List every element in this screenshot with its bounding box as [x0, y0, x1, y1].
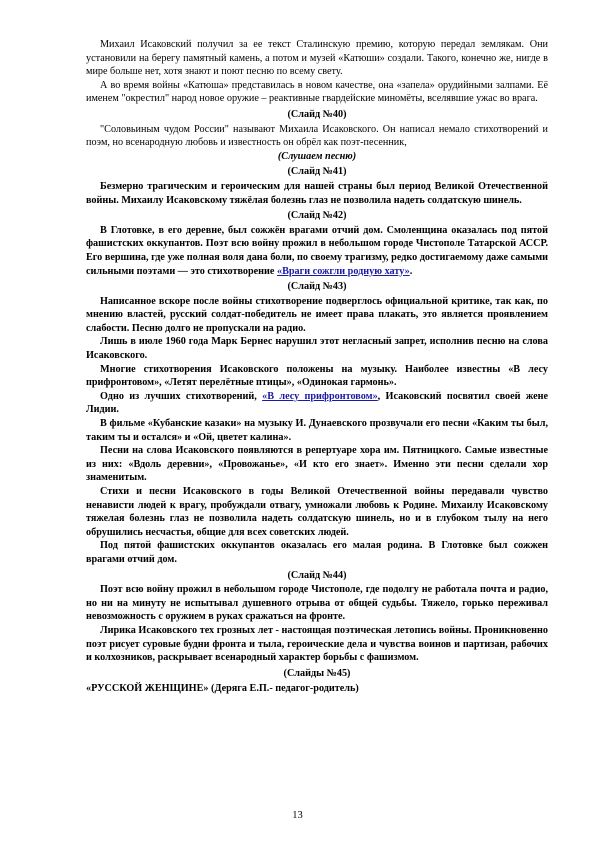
- page-number: 13: [292, 810, 303, 821]
- paragraph-katyusha-weapon: А во время войны «Катюша» представилась в новом качестве, она «запела» орудийными залпами. Её именем "окрестил" народ новое оружие – реактивные гвардейские миномёты, вселявшие ужас во врага.: [86, 79, 548, 105]
- listen-song-note: (Слушаем песню): [277, 150, 357, 162]
- paragraph-war-period: Безмерно трагическим и героическим для нашей страны был период Великой Отечественной войны. Михаилу Исаковскому тяжёлая болезнь глаз не позволила надеть солдатскую шинель.: [86, 180, 548, 206]
- best-poem-text-b: , Исаковский посвятил своей жене Лидии.: [86, 390, 548, 416]
- paragraph-glotovka: [86, 224, 548, 278]
- paragraph-chistopol: Поэт всю войну прожил в небольшом городе Чистополе, где подолгу не работала почта и радио, но ни на минуту не испытывал душевного отрыва от общей судьбы. Тяжело, горько переживал невозможность с оружием в руках сражаться на фронте.: [86, 584, 548, 623]
- slide-heading-44: (Слайд №44): [287, 569, 347, 581]
- paragraph-music-poems: Многие стихотворения Исаковского положены на музыку. Наиболее известны «В лесу прифронтовом», «Летят перелётные птицы», «Одинокая гармонь».: [86, 363, 548, 389]
- glotovka-text: В Глотовке, в его деревне, был сожжён врагами отчий дом. Смоленщина оказалась под пятой фашистских оккупантов. Поэт всю войну прожил в небольшом городе Чистополе Татарской АССР. Его вершина, где уже полная воля дана боли, по своему трагизму, редко достигаемому даже самыми сильными поэтами — это стихотворение: [86, 224, 548, 277]
- slide-heading-42: (Слайд №42): [287, 210, 347, 222]
- slide-heading-40: (Слайд №40): [287, 108, 347, 120]
- paragraph-kuban-cossacks: В фильме «Кубанские казаки» на музыку И. Дунаевского прозвучали его песни «Каким ты был, таким ты и остался» и «Ой, цветет калина».: [86, 418, 548, 443]
- paragraph-bernes: Лишь в июле 1960 года Марк Бернес нарушил этот негласный запрет, исполнив песню на слова Исаковского.: [86, 336, 548, 362]
- paragraph-stalin-prize: Михаил Исаковский получил за ее текст Сталинскую премию, которую передал землякам. Они установили на берегу памятный камень, а потом и музей «Катюши» создали. Такого, конечно же, нигде в мире больше нет, хотя знают и поют песню по всему свету.: [86, 39, 548, 78]
- paragraph-nightingale-miracle: "Соловьиным чудом России" называют Михаила Исаковского. Он написал немало стихотворений и поэм, но всенародную любовь и известность он обрёл как поэт-песенник,: [86, 123, 548, 149]
- section-title-russian-woman: «РУССКОЙ ЖЕНЩИНЕ» (Деряга Е.П.- педагог-родитель): [86, 683, 359, 695]
- paragraph-occupation: Под пятой фашистских оккупантов оказалась его малая родина. В Глотовке был сожжен врагами отчий дом.: [86, 540, 548, 565]
- paragraph-pyatnitsky-choir: Песни на слова Исаковского появляются в репертуаре хора им. Пятницкого. Самые известные из них: «Вдоль деревни», «Провожанье», «И кто его знает». Именно эти песни сделали хор знаменитым.: [86, 445, 548, 484]
- slide-heading-45: (Слайды №45): [283, 667, 351, 679]
- paragraph-war-songs: Стихи и песни Исаковского в годы Великой Отечественной войны передавали чувство ненависти людей к врагу, пробуждали отвагу, умножали любовь к Родине. Михаилу Исаковскому тяжелая болезнь глаз не позволила надеть солдатскую шинель, но и в глубоком тылу на него обрушились несчастья, общие для всех советских людей.: [86, 486, 548, 538]
- paragraph-lyrics-chronicle: Лирика Исаковского тех грозных лет - настоящая поэтическая летопись войны. Проникновенно поэт рисует суровые будни фронта и тыла, героические дела и чувства воинов и партизан, рабочих и колхозников, раскрывает всенародный характер борьбы с фашизмом.: [86, 624, 548, 664]
- slide-heading-41: (Слайд №41): [287, 166, 347, 178]
- slide-heading-43: (Слайд №43): [287, 281, 347, 293]
- glotovka-end: .: [409, 265, 413, 277]
- paragraph-best-poem: [86, 390, 548, 417]
- document-page: [86, 38, 548, 696]
- link-enemies-burned-house[interactable]: «Враги сожгли родную хату»: [276, 265, 410, 277]
- best-poem-text-a: Одно из лучших стихотворений,: [100, 390, 257, 402]
- paragraph-criticism: Написанное вскоре после войны стихотворение подверглось официальной критике, так как, по мнению властей, русский солдат-победитель не имеет права плакать, это является проявлением слабости. Песню долго не пропускали на радио.: [86, 295, 548, 334]
- link-in-frontline-forest[interactable]: «В лесу прифронтовом»: [262, 390, 378, 402]
